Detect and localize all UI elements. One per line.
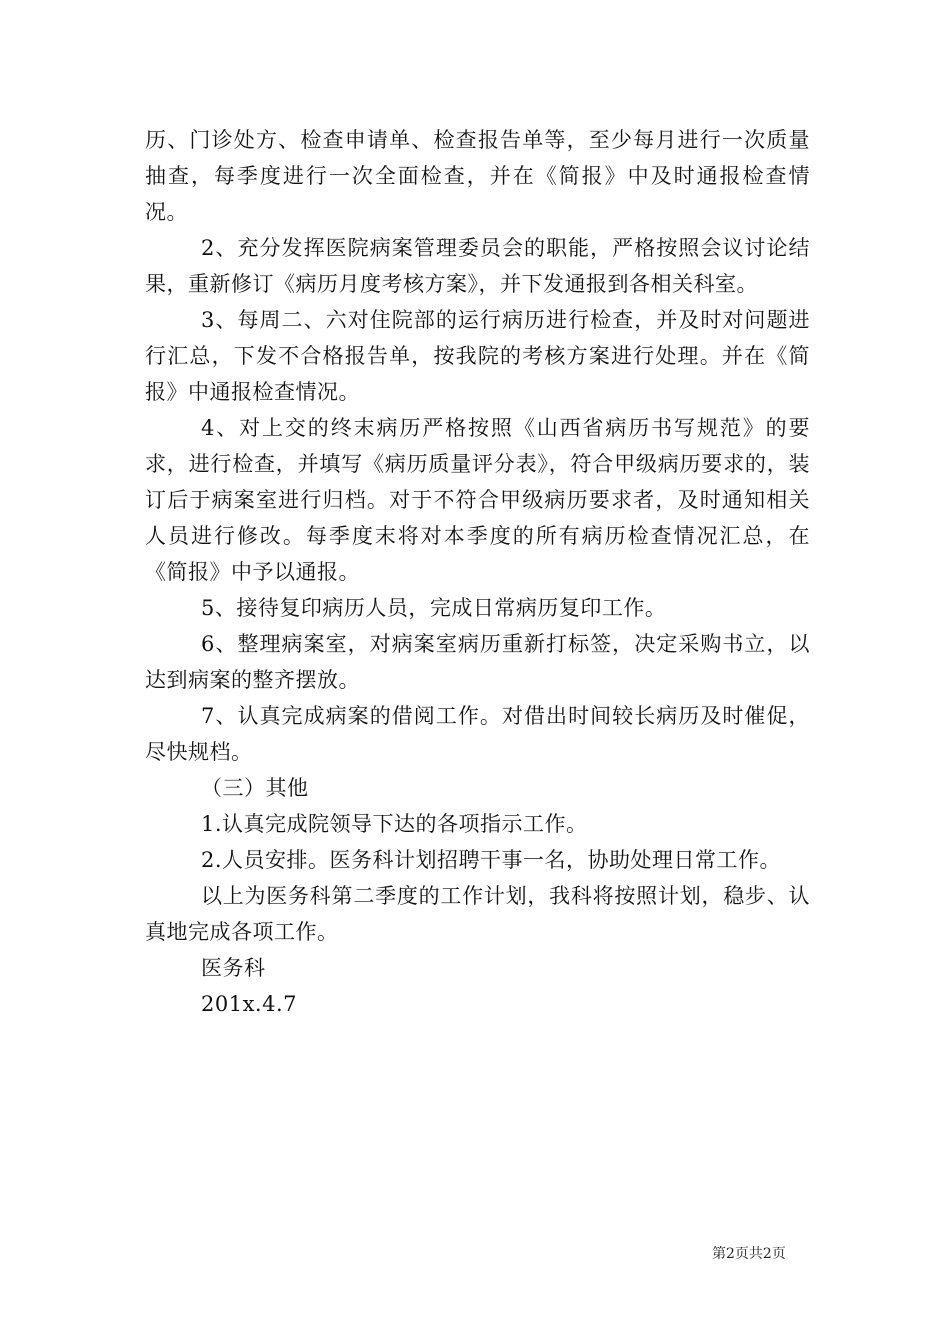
paragraph-3: 3、每周二、六对住院部的运行病历进行检查，并及时对问题进行汇总，下发不合格报告单，按我院的考核方案进行处理。并在《简报》中通报检查情况。 [145, 308, 810, 404]
signature-department: 医务科 [201, 956, 266, 980]
paragraph-2: 2、充分发挥医院病案管理委员会的职能，严格按照会议讨论结果，重新修订《病历月度考核方案》，并下发通报到各相关科室。 [145, 236, 810, 296]
paragraph-7: 7、认真完成病案的借阅工作。对借出时间较长病历及时催促，尽快规档。 [145, 704, 810, 764]
paragraph-4: 4、对上交的终末病历严格按照《山西省病历书写规范》的要求，进行检查，并填写《病历质量评分表》，符合甲级病历要求的，装订后于病案室进行归档。对于不符合甲级病历要求者，及时通知相关人员进行修改。每季度末将对本季度的所有病历检查情况汇总，在《简报》中予以通报。 [145, 416, 810, 584]
document-body [145, 122, 810, 1022]
paragraph-conclusion: 以上为医务科第二季度的工作计划，我科将按照计划，稳步、认真地完成各项工作。 [145, 884, 810, 944]
page-number: 第2页共2页 [712, 1246, 786, 1262]
paragraph-1: 历、门诊处方、检查申请单、检查报告单等，至少每月进行一次质量抽查，每季度进行一次全面检查，并在《简报》中及时通报检查情况。 [145, 128, 810, 224]
section-heading-other: （三）其他 [201, 776, 309, 800]
paragraph-other-2: 2.人员安排。医务科计划招聘干事一名，协助处理日常工作。 [201, 848, 782, 872]
signature-date: 201x.4.7 [201, 992, 297, 1016]
paragraph-6: 6、整理病案室，对病案室病历重新打标签，决定采购书立，以达到病案的整齐摆放。 [145, 632, 810, 692]
paragraph-other-1: 1.认真完成院领导下达的各项指示工作。 [201, 812, 588, 836]
paragraph-5: 5、接待复印病历人员，完成日常病历复印工作。 [201, 596, 667, 620]
